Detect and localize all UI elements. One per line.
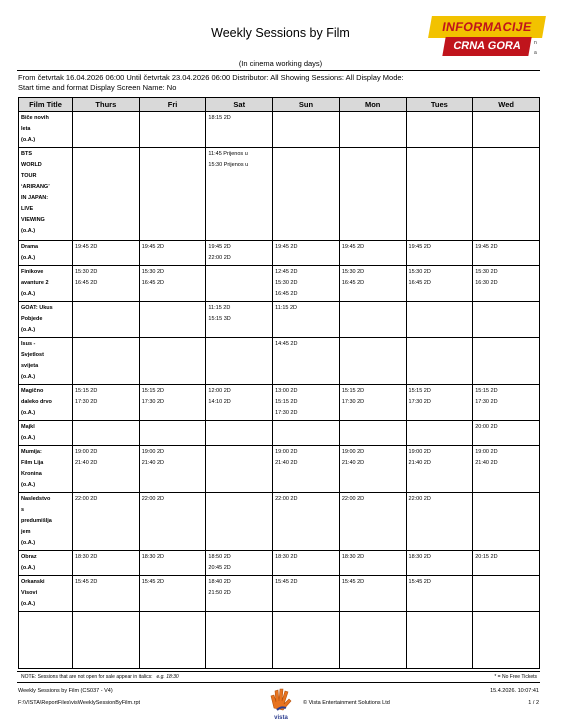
session-cell [73, 576, 140, 612]
session-cell [473, 241, 540, 266]
session-time: 14:45 2D [275, 341, 298, 347]
session-time: 18:15 2D [208, 115, 231, 121]
film-title-line: Biče novih [21, 115, 49, 121]
session-cell [139, 576, 206, 612]
vista-wordmark: vista [274, 715, 288, 721]
session-time: 19:00 2D [475, 449, 498, 455]
session-time: 21:50 2D [208, 590, 231, 596]
report-subtitle: (In cinema working days) [238, 59, 323, 68]
session-time: 22:00 2D [408, 496, 431, 502]
session-cell [206, 302, 273, 338]
film-title-line: Finikove [21, 269, 44, 275]
session-cell [206, 241, 273, 266]
session-time: 19:00 2D [408, 449, 431, 455]
session-cell [206, 551, 273, 576]
session-time: 19:45 2D [75, 244, 98, 250]
film-title-line: BTS [21, 151, 32, 157]
session-cell [273, 148, 340, 241]
film-title-line: VIEWING [21, 217, 45, 223]
table-row [19, 241, 540, 266]
session-cell [339, 302, 406, 338]
table-row [19, 446, 540, 493]
criteria-line-1: From četvrtak 16.04.2026 06:00 Until četvrtak 23.04.2026 06:00 Distributor: All Showing Sessions: All Display Mode: [18, 73, 404, 82]
session-cell [406, 112, 473, 148]
session-cell [273, 612, 340, 669]
no-free-tickets-legend: * = No Free Tickets [494, 674, 537, 680]
table-row [19, 551, 540, 576]
session-time: 17:30 2D [141, 399, 165, 405]
session-cell [406, 576, 473, 612]
session-time: 22:00 2D [341, 496, 365, 502]
film-title-line: (o.A.) [21, 410, 36, 416]
film-title-cell [19, 241, 73, 266]
session-cell [339, 493, 406, 551]
session-cell [206, 112, 273, 148]
session-cell [339, 266, 406, 302]
session-time: 19:00 2D [141, 449, 165, 455]
film-title-line: avanture 2 [21, 280, 49, 286]
session-time: 15:15 2D [75, 388, 98, 394]
session-cell [473, 612, 540, 669]
film-title-line: IN JAPAN: [21, 195, 49, 201]
film-title-line: LIVE [21, 206, 34, 212]
session-time: 13:00 2D [275, 388, 298, 394]
film-title-cell [19, 446, 73, 493]
session-cell [473, 493, 540, 551]
session-cell [406, 612, 473, 669]
film-title-line: jem [21, 529, 31, 535]
session-time: 12:45 2D [275, 269, 298, 275]
session-cell [339, 385, 406, 421]
session-time: 16:30 2D [475, 280, 498, 286]
film-title-line: Orkanski [21, 579, 45, 585]
film-title-line: Obraz [21, 554, 37, 560]
session-cell [406, 446, 473, 493]
table-body [19, 112, 540, 669]
session-time: 15:30 2D [408, 269, 431, 275]
col-header-fri: Fri [139, 98, 206, 112]
session-time: 21:40 2D [341, 460, 365, 466]
session-cell [473, 551, 540, 576]
table-row [19, 266, 540, 302]
film-title-line: Nasledstvo [21, 496, 51, 502]
session-time: 15:30 2D [141, 269, 165, 275]
session-cell [339, 576, 406, 612]
session-cell [139, 112, 206, 148]
film-title-line: (o.A.) [21, 565, 36, 571]
session-cell [206, 338, 273, 385]
session-time: 15:45 2D [275, 579, 298, 585]
film-title-line: Mumija: [21, 449, 42, 455]
session-time: 18:30 2D [275, 554, 298, 560]
session-time: 17:30 2D [408, 399, 431, 405]
session-cell [139, 338, 206, 385]
film-title-cell [19, 385, 73, 421]
session-cell [273, 266, 340, 302]
session-cell [473, 148, 540, 241]
film-title-line: predumišlja [21, 518, 52, 524]
logo-line2: CRNA GORA [442, 37, 531, 56]
session-cell [206, 148, 273, 241]
session-time: 16:45 2D [275, 291, 298, 297]
film-title-line: Svjetlost [21, 352, 44, 358]
session-time: 17:30 2D [475, 399, 498, 405]
session-cell [73, 551, 140, 576]
table-row [19, 385, 540, 421]
session-time: 15:15 3D [208, 316, 231, 322]
col-header-sat: Sat [206, 98, 273, 112]
italics-note [21, 674, 179, 680]
session-cell [73, 446, 140, 493]
session-cell [473, 112, 540, 148]
table-row [19, 421, 540, 446]
logo-line1: INFORMACIJE [428, 16, 546, 38]
informacije-logo [430, 16, 544, 60]
session-cell [73, 266, 140, 302]
table-row [19, 112, 540, 148]
session-time: 15:15 2D [275, 399, 298, 405]
session-time: 15:45 2D [408, 579, 431, 585]
session-time: 17:30 2D [341, 399, 365, 405]
report-path: F:\VISTA\ReportFiles\visWeeklySessionByFilm.rpt [18, 700, 141, 706]
film-title-cell [19, 576, 73, 612]
vista-logo [268, 686, 294, 720]
film-title-cell [19, 421, 73, 446]
session-cell [406, 266, 473, 302]
session-time: 12:00 2D [208, 388, 231, 394]
film-title-line: (o.A.) [21, 255, 36, 261]
film-title-line: (o.A.) [21, 601, 36, 607]
note-text: NOTE: Sessions that are not open for sale appear in italics: [21, 674, 153, 680]
session-cell [406, 148, 473, 241]
film-title-cell [19, 551, 73, 576]
film-title-cell [19, 148, 73, 241]
session-cell [273, 493, 340, 551]
report-name: Weekly Sessions by Film (CS037 - V4) [18, 688, 113, 694]
note-example: e.g. 18:30 [156, 674, 179, 680]
col-header-sun: Sun [273, 98, 340, 112]
session-time: 15:15 2D [141, 388, 165, 394]
film-title-line: Magično [21, 388, 44, 394]
session-cell [73, 385, 140, 421]
film-title-cell [19, 493, 73, 551]
session-cell [73, 112, 140, 148]
session-cell [339, 446, 406, 493]
table-header-row [19, 98, 540, 112]
film-title-line: (o.A.) [21, 435, 36, 441]
session-time: 18:30 2D [408, 554, 431, 560]
session-time: 15:30 2D [341, 269, 365, 275]
sessions-table [18, 97, 540, 669]
session-time: 11:15 2D [275, 305, 298, 311]
film-title-line: WORLD [21, 162, 42, 168]
table-row [19, 302, 540, 338]
session-time: 19:00 2D [75, 449, 98, 455]
report-title: Weekly Sessions by Film [211, 26, 350, 40]
footer-rule-bottom [17, 682, 540, 683]
session-time: 15:45 2D [141, 579, 165, 585]
session-time: 19:45 2D [341, 244, 365, 250]
session-time: 19:45 2D [141, 244, 165, 250]
film-title-line: daleko drvo [21, 399, 52, 405]
session-cell [339, 148, 406, 241]
session-time: 19:45 2D [275, 244, 298, 250]
film-title-cell [19, 338, 73, 385]
film-title-line: Kronina [21, 471, 42, 477]
session-cell [273, 385, 340, 421]
session-cell [273, 446, 340, 493]
col-header-film-title: Film Title [19, 98, 73, 112]
session-cell [339, 551, 406, 576]
session-cell [139, 421, 206, 446]
session-time: 21:40 2D [141, 460, 165, 466]
session-cell [206, 421, 273, 446]
session-cell [406, 241, 473, 266]
session-time: 19:45 2D [408, 244, 431, 250]
session-time: 16:45 2D [341, 280, 365, 286]
table-row [19, 576, 540, 612]
film-title-line: (o.A.) [21, 291, 36, 297]
session-cell [406, 302, 473, 338]
session-cell [73, 338, 140, 385]
session-time: 15:45 2D [341, 579, 365, 585]
session-cell [139, 493, 206, 551]
session-cell [273, 338, 340, 385]
session-cell [73, 241, 140, 266]
session-cell [406, 551, 473, 576]
film-title-cell [19, 266, 73, 302]
film-title-line: (o.A.) [21, 228, 36, 234]
film-title-cell [19, 112, 73, 148]
session-time: 22:00 2D [141, 496, 165, 502]
session-time: 15:15 2D [475, 388, 498, 394]
session-cell [139, 241, 206, 266]
film-title-line: s [21, 507, 25, 513]
session-cell [339, 241, 406, 266]
session-cell [206, 493, 273, 551]
session-cell [206, 576, 273, 612]
session-time: 21:40 2D [275, 460, 298, 466]
film-title-cell [19, 612, 73, 669]
session-cell [339, 421, 406, 446]
logo-tail-2: a [534, 50, 537, 56]
session-cell [139, 266, 206, 302]
session-time: 22:00 2D [275, 496, 298, 502]
session-cell [339, 338, 406, 385]
session-time: 11:45 Prijenos u [208, 151, 248, 157]
logo-tail-1: n [534, 40, 537, 46]
session-cell [139, 148, 206, 241]
session-cell [473, 338, 540, 385]
session-time: 19:00 2D [275, 449, 298, 455]
session-time: 15:30 2D [75, 269, 98, 275]
session-time: 18:50 2D [208, 554, 231, 560]
session-cell [139, 446, 206, 493]
session-cell [339, 612, 406, 669]
header-rule [17, 70, 540, 71]
session-time: 19:45 2D [475, 244, 498, 250]
session-time: 18:30 2D [141, 554, 165, 560]
session-time: 16:45 2D [75, 280, 98, 286]
session-cell [139, 302, 206, 338]
film-title-line: GOAT: Ukus [21, 305, 53, 311]
session-time: 15:30 2D [475, 269, 498, 275]
print-date: 15.4.2026. 10:07:41 [490, 688, 539, 694]
film-title-line: Majkl [21, 424, 35, 430]
session-time: 21:40 2D [475, 460, 498, 466]
film-title-line: (o.A.) [21, 374, 36, 380]
session-time: 18:40 2D [208, 579, 231, 585]
session-cell [406, 421, 473, 446]
table-row [19, 338, 540, 385]
col-header-mon: Mon [339, 98, 406, 112]
film-title-line: (o.A.) [21, 540, 36, 546]
film-title-line: leta [21, 126, 31, 132]
session-time: 16:45 2D [141, 280, 165, 286]
session-time: 14:10 2D [208, 399, 231, 405]
film-title-line: ‘ARIRANG’ [21, 184, 50, 190]
session-cell [139, 551, 206, 576]
session-cell [273, 241, 340, 266]
session-time: 16:45 2D [408, 280, 431, 286]
session-cell [139, 385, 206, 421]
film-title-line: (o.A.) [21, 327, 36, 333]
table-row [19, 612, 540, 669]
session-time: 20:15 2D [475, 554, 498, 560]
session-cell [473, 302, 540, 338]
session-cell [473, 421, 540, 446]
film-title-line: svijeta [21, 363, 39, 369]
col-header-wed: Wed [473, 98, 540, 112]
session-time: 21:40 2D [408, 460, 431, 466]
col-header-tues: Tues [406, 98, 473, 112]
session-time: 19:45 2D [208, 244, 231, 250]
session-cell [73, 493, 140, 551]
film-title-cell [19, 302, 73, 338]
film-title-line: (o.A.) [21, 137, 36, 143]
session-cell [273, 302, 340, 338]
session-time: 20:00 2D [475, 424, 498, 430]
session-cell [406, 493, 473, 551]
col-header-thurs: Thurs [73, 98, 140, 112]
session-cell [273, 112, 340, 148]
session-cell [273, 551, 340, 576]
film-title-line: Pobjede [21, 316, 43, 322]
session-cell [206, 385, 273, 421]
session-cell [473, 266, 540, 302]
session-time: 17:30 2D [275, 410, 298, 416]
session-cell [406, 385, 473, 421]
session-cell [406, 338, 473, 385]
session-time: 15:30 2D [275, 280, 298, 286]
session-time: 15:15 2D [341, 388, 365, 394]
session-cell [73, 148, 140, 241]
session-time: 17:30 2D [75, 399, 98, 405]
table-row [19, 148, 540, 241]
session-time: 22:00 2D [75, 496, 98, 502]
session-cell [206, 446, 273, 493]
film-title-line: TOUR [21, 173, 37, 179]
session-cell [273, 576, 340, 612]
session-cell [273, 421, 340, 446]
session-cell [139, 612, 206, 669]
session-cell [473, 385, 540, 421]
session-cell [206, 266, 273, 302]
session-time: 15:30 Prijenos u [208, 162, 249, 168]
footer-rule-top [17, 671, 540, 672]
session-time: 20:45 2D [208, 565, 231, 571]
film-title-line: Film Lija [21, 460, 44, 466]
film-title-line: Drama [21, 244, 39, 250]
vista-hands-icon [268, 686, 294, 712]
table-row [19, 493, 540, 551]
session-cell [206, 612, 273, 669]
film-title-line: Visovi [21, 590, 38, 596]
page-number: 1 / 2 [528, 700, 539, 706]
film-title-line: (o.A.) [21, 482, 36, 488]
copyright: © Vista Entertainment Solutions Ltd [303, 700, 390, 706]
session-time: 15:15 2D [408, 388, 431, 394]
session-cell [473, 576, 540, 612]
session-cell [339, 112, 406, 148]
session-cell [73, 421, 140, 446]
session-time: 18:30 2D [341, 554, 365, 560]
session-time: 11:15 2D [208, 305, 231, 311]
session-time: 21:40 2D [75, 460, 98, 466]
criteria-line-2: Start time and format Display Screen Name: No [18, 83, 177, 92]
session-time: 22:00 2D [208, 255, 231, 261]
session-time: 19:00 2D [341, 449, 365, 455]
session-cell [73, 302, 140, 338]
session-cell [73, 612, 140, 669]
session-time: 15:45 2D [75, 579, 98, 585]
session-time: 18:30 2D [75, 554, 98, 560]
film-title-line: Isus - [21, 341, 36, 347]
session-cell [473, 446, 540, 493]
